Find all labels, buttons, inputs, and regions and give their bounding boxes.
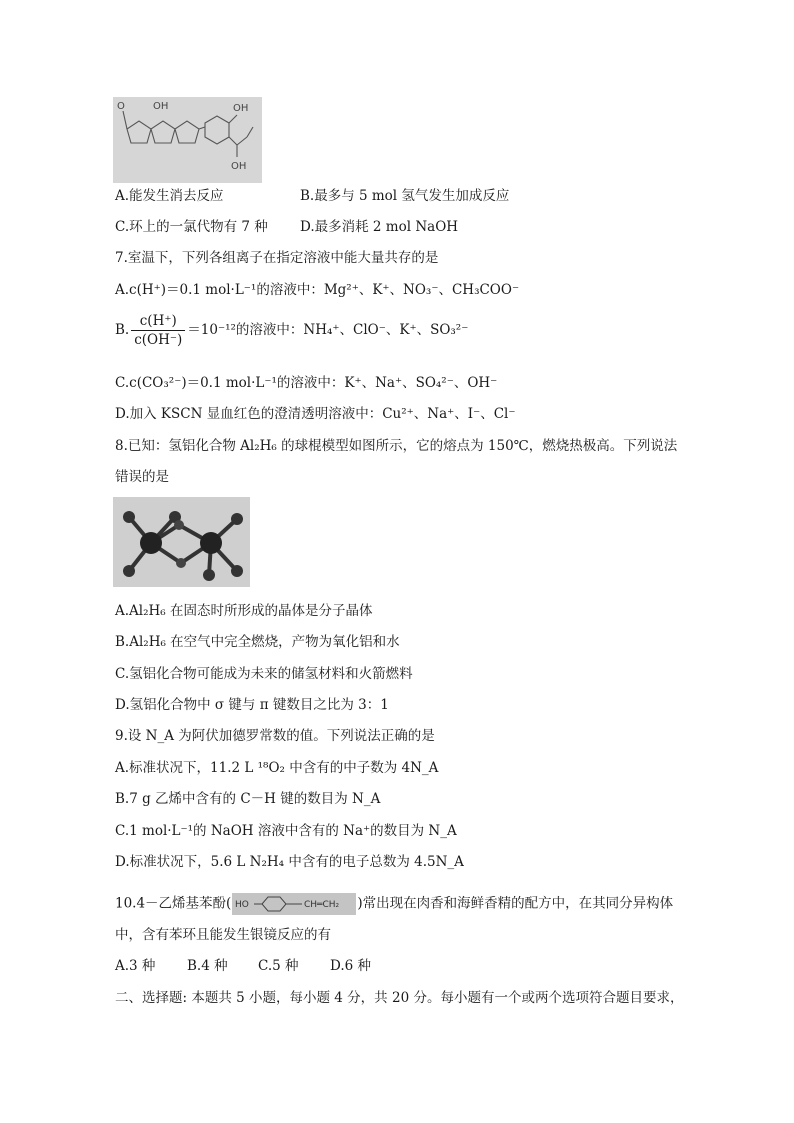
q7-option-c: C.c(CO₃²⁻)＝0.1 mol·L⁻¹的溶液中：K⁺、Na⁺、SO₄²⁻、OH⁻ — [115, 375, 498, 391]
q6-option-c: C.环上的一氯代物有 7 种 — [115, 219, 268, 235]
q8-h-bridge-atom — [176, 558, 186, 568]
q8-stem-line2: 错误的是 — [115, 469, 169, 485]
q8-h-atom — [231, 565, 243, 577]
q7-option-d: D.加入 KSCN 显血红色的澄清透明溶液中：Cu²⁺、Na⁺、I⁻、Cl⁻ — [115, 406, 516, 422]
q9-option-b: B.7 g 乙烯中含有的 C－H 键的数目为 N_A — [115, 791, 381, 807]
q9-option-a: A.标准状况下，11.2 L ¹⁸O₂ 中含有的中子数为 4N_A — [115, 760, 439, 776]
section2-heading: 二、选择题: 本题共 5 小题，每小题 4 分，共 20 分。每小题有一个或两个选项符合题目要求， — [115, 990, 684, 1006]
q10-stem-line1 — [115, 893, 673, 915]
q10-stem-post: )常出现在肉香和海鲜香精的配方中，在其同分异构体 — [357, 895, 674, 912]
q7-fraction-numerator: c(H⁺) — [131, 312, 185, 331]
q10-struct-vinyl: CH═CH₂ — [304, 900, 340, 910]
q10-structure-drawing — [232, 893, 356, 915]
q6-option-d: D.最多消耗 2 mol NaOH — [300, 219, 459, 235]
q6-structure-image — [113, 97, 262, 183]
q8-h-atom — [123, 565, 135, 577]
q10-stem-line2: 中，含有苯环且能发生银镜反应的有 — [115, 927, 331, 943]
q6-struct-o: O — [117, 101, 125, 112]
q7-option-b-rest: ＝10⁻¹²的溶液中：NH₄⁺、ClO⁻、K⁺、SO₃²⁻ — [187, 322, 469, 338]
q6-struct-oh2: OH — [233, 103, 249, 114]
q8-option-d: D.氢铝化合物中 σ 键与 π 键数目之比为 3：1 — [115, 697, 389, 713]
q9-stem: 9.设 N_A 为阿伏加德罗常数的值。下列说法正确的是 — [115, 728, 435, 744]
q10-option-a: A.3 种 — [115, 958, 156, 974]
q7-option-b — [115, 312, 468, 349]
q6-option-a: A.能发生消去反应 — [115, 188, 224, 204]
q10-structure-image — [232, 893, 356, 915]
q7-stem: 7.室温下，下列各组离子在指定溶液中能大量共存的是 — [115, 250, 439, 266]
q8-ball-stick-image — [113, 497, 250, 587]
q8-al-atom-2 — [200, 532, 222, 554]
q7-option-b-prefix: B. — [115, 322, 130, 338]
q8-h-atom — [123, 511, 135, 523]
q10-struct-ho: HO — [235, 900, 250, 910]
q9-option-d: D.标准状况下，5.6 L N₂H₄ 中含有的电子总数为 4.5N_A — [115, 854, 464, 870]
q6-struct-oh1: OH — [153, 101, 169, 112]
q8-h-bridge-atom — [174, 520, 184, 530]
q10-option-d: D.6 种 — [330, 958, 372, 974]
q8-h-atom — [203, 569, 215, 581]
q7-option-a: A.c(H⁺)＝0.1 mol·L⁻¹的溶液中：Mg²⁺、K⁺、NO₃⁻、CH₃COO⁻ — [115, 282, 520, 298]
q6-struct-oh3: OH — [231, 161, 247, 172]
q10-option-b: B.4 种 — [187, 958, 228, 974]
q8-option-a: A.Al₂H₆ 在固态时所形成的晶体是分子晶体 — [115, 603, 373, 619]
q8-h-atom — [231, 513, 243, 525]
q8-stem-line1: 8.已知：氢铝化合物 Al₂H₆ 的球棍模型如图所示，它的熔点为 150℃，燃烧热极高。下列说法 — [115, 438, 678, 454]
q7-fraction — [131, 312, 185, 349]
q8-option-c: C.氢铝化合物可能成为未来的储氢材料和火箭燃料 — [115, 666, 413, 682]
q7-fraction-denominator: c(OH⁻) — [134, 332, 183, 348]
q10-option-c: C.5 种 — [258, 958, 299, 974]
q8-option-b: B.Al₂H₆ 在空气中完全燃烧，产物为氧化铝和水 — [115, 634, 400, 650]
q10-stem-pre: 10.4－乙烯基苯酚( — [115, 895, 232, 912]
q8-ball-stick-drawing — [113, 497, 250, 587]
q9-option-c: C.1 mol·L⁻¹的 NaOH 溶液中含有的 Na⁺的数目为 N_A — [115, 823, 457, 839]
q6-structure-drawing — [113, 97, 262, 183]
q6-option-b: B.最多与 5 mol 氢气发生加成反应 — [300, 188, 510, 204]
q8-al-atom-1 — [140, 532, 162, 554]
